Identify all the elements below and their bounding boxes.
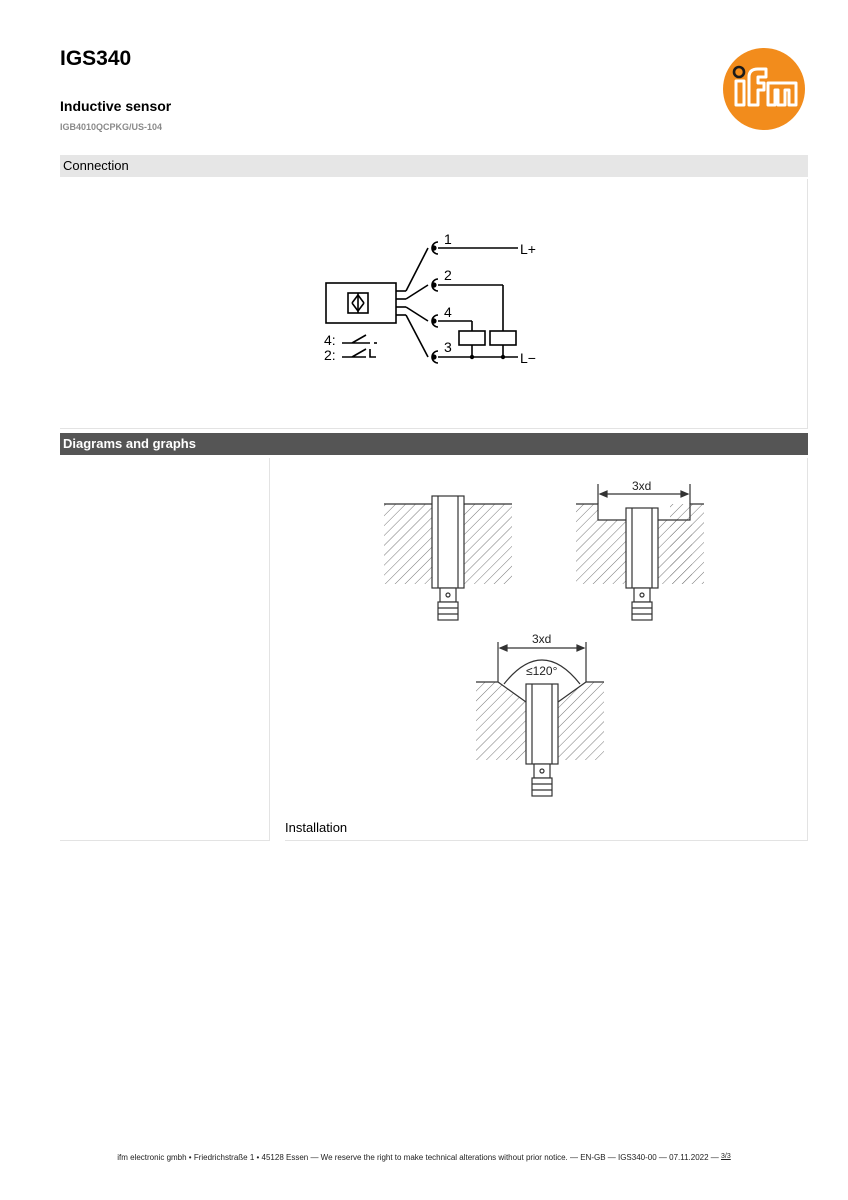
pin-3-label: 3 <box>444 339 452 355</box>
angle-label: ≤120° <box>526 664 558 678</box>
product-subtitle: Inductive sensor <box>60 98 172 114</box>
connection-panel <box>60 179 808 429</box>
supply-minus-label: L− <box>520 350 536 366</box>
wiring-diagram <box>322 227 562 377</box>
pin-2-label: 2 <box>444 267 452 283</box>
article-code: IGB4010QCPKG/US-104 <box>60 122 163 132</box>
section-header-diagrams: Diagrams and graphs <box>60 433 808 455</box>
installation-caption: Installation <box>285 820 348 835</box>
pin-4-label: 4 <box>444 304 452 320</box>
ifm-logo <box>722 47 806 131</box>
dimension-label-2: 3xd <box>532 632 552 646</box>
footer-text: ifm electronic gmbh • Friedrichstraße 1 • 45128 Essen — We reserve the right to make technical alterations without prior notice. — EN-GB — IGS340-00 — 07.11.2022 — <box>117 1153 719 1162</box>
switch-label-4: 4: <box>324 332 336 348</box>
page-footer <box>0 1153 848 1162</box>
installation-drawing <box>380 470 710 810</box>
product-title: IGS340 <box>60 47 132 70</box>
page-number: 3/3 <box>721 1153 731 1160</box>
diagram-left-cell <box>60 458 270 841</box>
switch-label-2: 2: <box>324 347 336 363</box>
pin-1-label: 1 <box>444 231 452 247</box>
section-header-connection: Connection <box>60 155 808 177</box>
supply-plus-label: L+ <box>520 241 536 257</box>
dimension-label-1: 3xd <box>632 479 652 493</box>
diagram-right-cell <box>285 458 808 841</box>
